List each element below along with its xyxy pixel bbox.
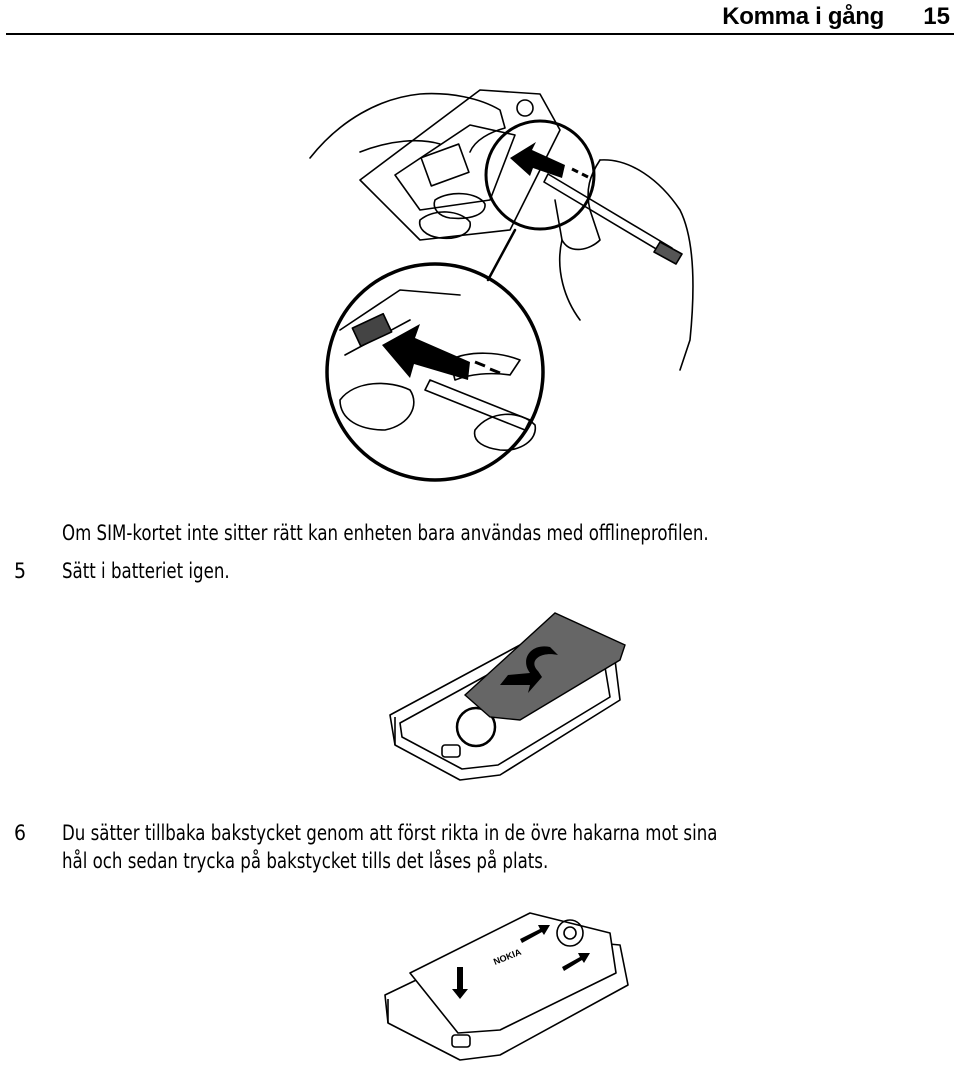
stylus bbox=[544, 174, 672, 256]
sim-slot bbox=[421, 144, 469, 186]
right-hand bbox=[600, 160, 693, 370]
step-6-number: 6 bbox=[14, 821, 27, 845]
step-5-text: Sätt i batteriet igen. bbox=[62, 559, 230, 583]
back-cover bbox=[410, 913, 616, 1033]
magnifier-small bbox=[486, 121, 594, 229]
back-cover-illustration bbox=[380, 895, 640, 1065]
insert-arrow-large bbox=[382, 324, 470, 380]
step-5-number: 5 bbox=[14, 559, 27, 583]
battery bbox=[465, 613, 625, 720]
battery-insert-illustration bbox=[380, 605, 640, 790]
nokia-logo: NOKIA bbox=[492, 946, 523, 967]
sim-note: Om SIM-kortet inte sitter rätt kan enheten bara användas med offlineprofilen. bbox=[62, 521, 709, 545]
sim-insert-illustration bbox=[300, 80, 720, 485]
section-title: Komma i gång bbox=[722, 3, 884, 30]
page-header bbox=[0, 0, 960, 36]
page-number: 15 bbox=[923, 3, 950, 30]
step-6-text-line-1: Du sätter tillbaka bakstycket genom att först rikta in de övre hakarna mot sina bbox=[62, 821, 718, 845]
magnifier-large bbox=[327, 264, 543, 480]
step-6-text-line-2: hål och sedan trycka på bakstycket tills det låses på plats. bbox=[62, 849, 549, 873]
header-rule bbox=[6, 33, 954, 35]
insert-arrow-small bbox=[510, 142, 565, 178]
